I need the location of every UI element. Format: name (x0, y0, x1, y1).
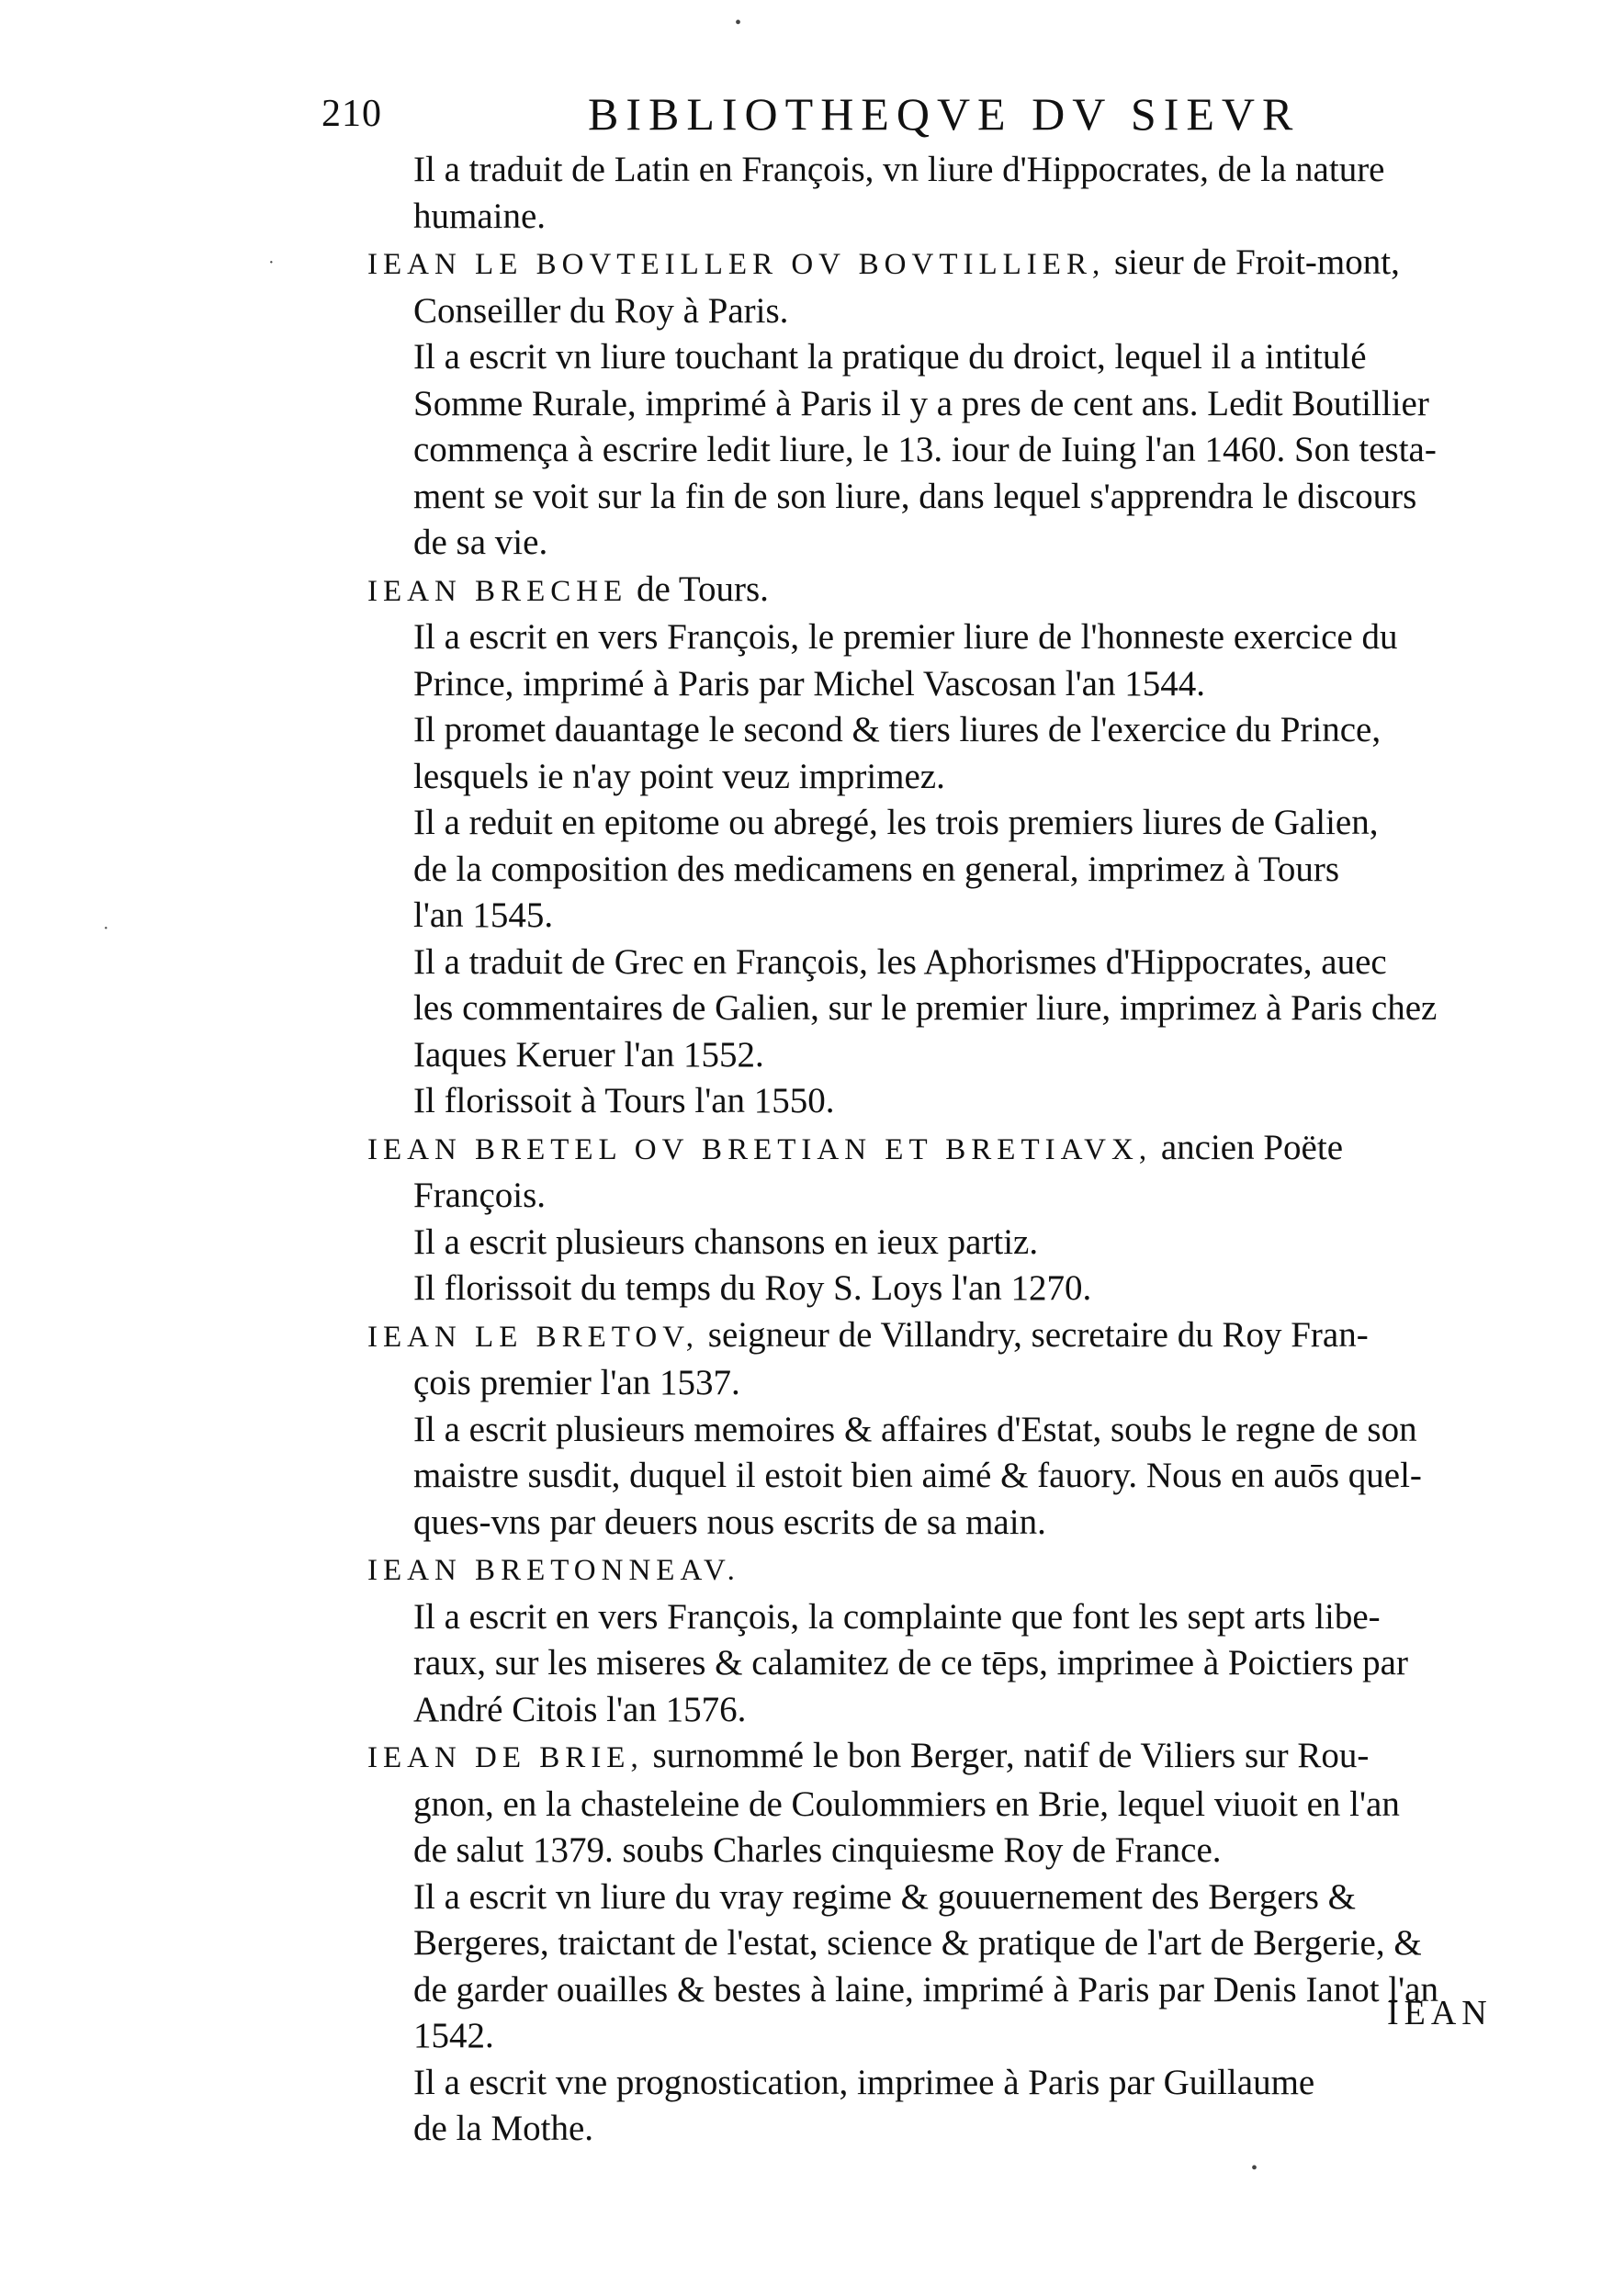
text-line: commença à escrire ledit liure, le 13. iour de Iuing l'an 1460. Son testa- (413, 430, 1437, 469)
text-line: François. (413, 1176, 547, 1215)
text-line: Prince, imprimé à Paris par Michel Vascosan l'an 1544. (413, 663, 1205, 703)
text-line: ques-vns par deuers nous escrits de sa main. (413, 1502, 1046, 1542)
text-line: Il promet dauantage le second & tiers liures de l'exercice du Prince, (413, 710, 1382, 749)
text-line: 1542. (413, 2016, 494, 2055)
text-line: Conseiller du Roy à Paris. (413, 290, 789, 331)
text-line: Il a escrit plusieurs chansons en ieux partiz. (413, 1221, 1039, 1262)
heading-text: de Tours. (627, 568, 769, 609)
ink-speck: • (1251, 2158, 1258, 2178)
text-line: Il florissoit du temps du Roy S. Loys l'an 1270. (413, 1268, 1092, 1308)
author-name: IEAN BRETONNEAV. (367, 1554, 740, 1587)
author-name: IEAN DE BRIE, (367, 1741, 644, 1774)
text-line: çois premier l'an 1537. (413, 1363, 740, 1402)
author-name: IEAN BRECHE (367, 574, 628, 608)
text-line: de la Mothe. (413, 2109, 594, 2148)
entry-heading (367, 1125, 1488, 1174)
entry-heading (367, 1733, 1488, 1782)
text-line: Il a escrit en vers François, le premier liure de l'honneste exercice du (413, 617, 1398, 657)
text-line: André Citois l'an 1576. (413, 1689, 747, 1729)
heading-text: surnommé le bon Berger, natif de Viliers sur Rou- (643, 1736, 1370, 1775)
text-line: gnon, en la chasteleine de Coulommiers en Brie, lequel viuoit en l'an (413, 1784, 1400, 1824)
text-line: Il florissoit à Tours l'an 1550. (413, 1081, 835, 1120)
text-line: Il a traduit de Grec en François, les Aphorismes d'Hippocrates, auec (413, 941, 1387, 982)
text-line: Il a traduit de Latin en François, vn liure d'Hippocrates, de la nature (413, 150, 1385, 189)
text-line: Il a escrit en vers François, la complainte que font les sept arts libe- (413, 1596, 1381, 1637)
heading-text: seigneur de Villandry, secretaire du Roy Fran- (699, 1314, 1369, 1355)
body-text (367, 147, 1488, 2153)
text-line: raux, sur les miseres & calamitez de ce tēps, imprimee à Poictiers par (413, 1643, 1408, 1683)
text-line: de garder ouailles & bestes à laine, imprimé à Paris par Denis Ianot l'an (413, 1969, 1438, 2009)
text-line: de sa vie. (413, 523, 548, 562)
ink-speck: • (735, 13, 742, 33)
text-line: l'an 1545. (413, 895, 554, 935)
ink-speck: · (268, 253, 275, 273)
text-line: Il a escrit vn liure touchant la pratique du droict, lequel il a intitulé (413, 337, 1367, 377)
heading-text: sieur de Froit-mont, (1105, 242, 1400, 282)
text-line: lesquels ie n'ay point veuz imprimez. (413, 756, 945, 796)
text-line: de la composition des medicamens en general, imprimez à Tours (413, 849, 1340, 889)
text-line: ment se voit sur la fin de son liure, dans lequel s'apprendra le discours (413, 476, 1417, 516)
text-line: Il a escrit plusieurs memoires & affaires d'Estat, soubs le regne de son (413, 1409, 1417, 1449)
text-line: Bergeres, traictant de l'estat, science & pratique de l'art de Bergerie, & (413, 1923, 1422, 1963)
text-line: Il a escrit vne prognostication, imprimee à Paris par Guillaume (413, 2062, 1315, 2102)
text-line: Somme Rurale, imprimé à Paris il y a pres de cent ans. Ledit Boutillier (413, 383, 1429, 423)
text-line: Iaques Keruer l'an 1552. (413, 1034, 764, 1075)
author-name: IEAN LE BOVTEILLER OV BOVTILLIER, (367, 248, 1106, 281)
entry-heading (367, 1546, 1488, 1594)
running-head: BIBLIOTHEQVE DV SIEVR (588, 88, 1301, 140)
author-name: IEAN BRETEL OV BRETIAN ET BRETIAVX, (367, 1132, 1153, 1166)
entry-heading (367, 567, 1488, 615)
text-line: Il a reduit en epitome ou abregé, les trois premiers liures de Galien, (413, 803, 1379, 842)
entry-heading (367, 1312, 1488, 1361)
page-number: 210 (321, 93, 382, 135)
text-line: de salut 1379. soubs Charles cinquiesme Roy de France. (413, 1830, 1222, 1870)
text-line: les commentaires de Galien, sur le premier liure, imprimez à Paris chez (413, 988, 1438, 1028)
text-line: humaine. (413, 196, 547, 236)
author-name: IEAN LE BRETOV, (367, 1320, 700, 1354)
heading-text: ancien Poëte (1152, 1127, 1344, 1167)
entry-heading (367, 240, 1488, 288)
text-line: Il a escrit vn liure du vray regime & gouuernement des Bergers & (413, 1876, 1356, 1917)
ink-speck: · (103, 918, 109, 939)
text-line: maistre susdit, duquel il estoit bien aimé & fauory. Nous en auōs quel- (413, 1456, 1422, 1495)
catchword: IEAN (1387, 1994, 1493, 2032)
